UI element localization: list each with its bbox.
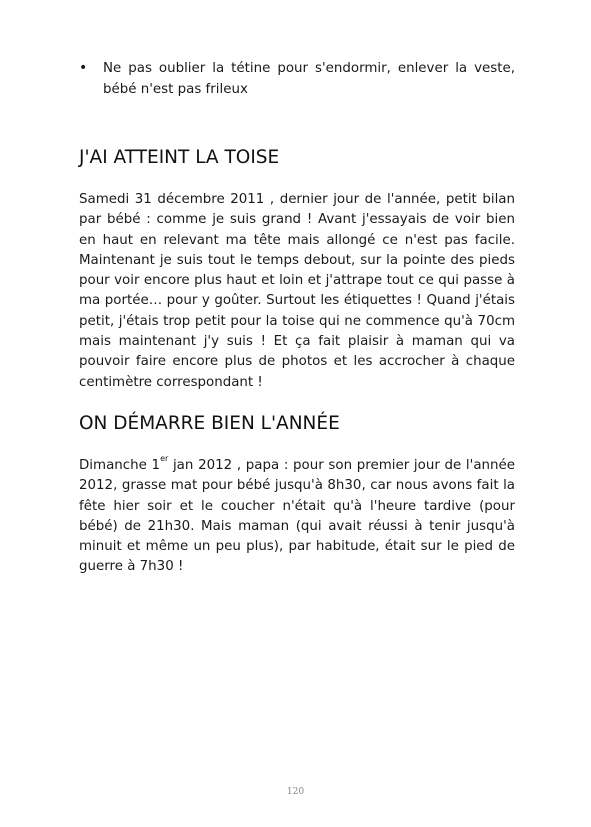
- bullet-marker: •: [79, 60, 88, 76]
- page-number: 120: [286, 787, 305, 797]
- bullet-text: Ne pas oublier la tétine pour s'endormir, enlever la veste, bébé n'est pas frileux: [103, 61, 515, 97]
- section-heading-toise: J'AI ATTEINT LA TOISE: [79, 147, 280, 168]
- paragraph-text-start: Dimanche 1: [79, 458, 161, 473]
- section-paragraph-toise: Samedi 31 décembre 2011 , dernier jour de l'année, petit bilan par bébé : comme je suis grand ! Avant j'essayais de voir bien en haut en relevant ma tête mais allongé ce n'est pas facile. Maintenant je suis tout le temps debout, sur la pointe des pieds pour voir encore plus haut et loin et j'attrape tout ce qui passe à ma portée… pour y goûter. Surtout les étiquettes ! Quand j'étais petit, j'étais trop petit pour la toise qui ne commence qu'à 70cm mais maintenant j'y suis ! Et ça fait plaisir à maman qui va pouvoir faire encore plus de photos et les accrocher à chaque centimètre correspondant !: [79, 192, 515, 390]
- section-heading-annee: ON DÉMARRE BIEN L'ANNÉE: [79, 413, 340, 434]
- superscript-er: er: [160, 454, 169, 463]
- bullet-item: [79, 58, 515, 100]
- paragraph-text-rest: jan 2012 , papa : pour son premier jour de l'année 2012, grasse mat pour bébé jusqu'à 8h30, car nous avons fait la fête hier soir et le coucher n'était qu'à l'heure tardive (pour bébé) de 21h30. Mais maman (qui avait réussi à tenir jusqu'à minuit et même un peu plus), par habitude, était sur le pied de guerre à 7h30 !: [79, 458, 515, 575]
- section-paragraph-annee: [79, 456, 515, 578]
